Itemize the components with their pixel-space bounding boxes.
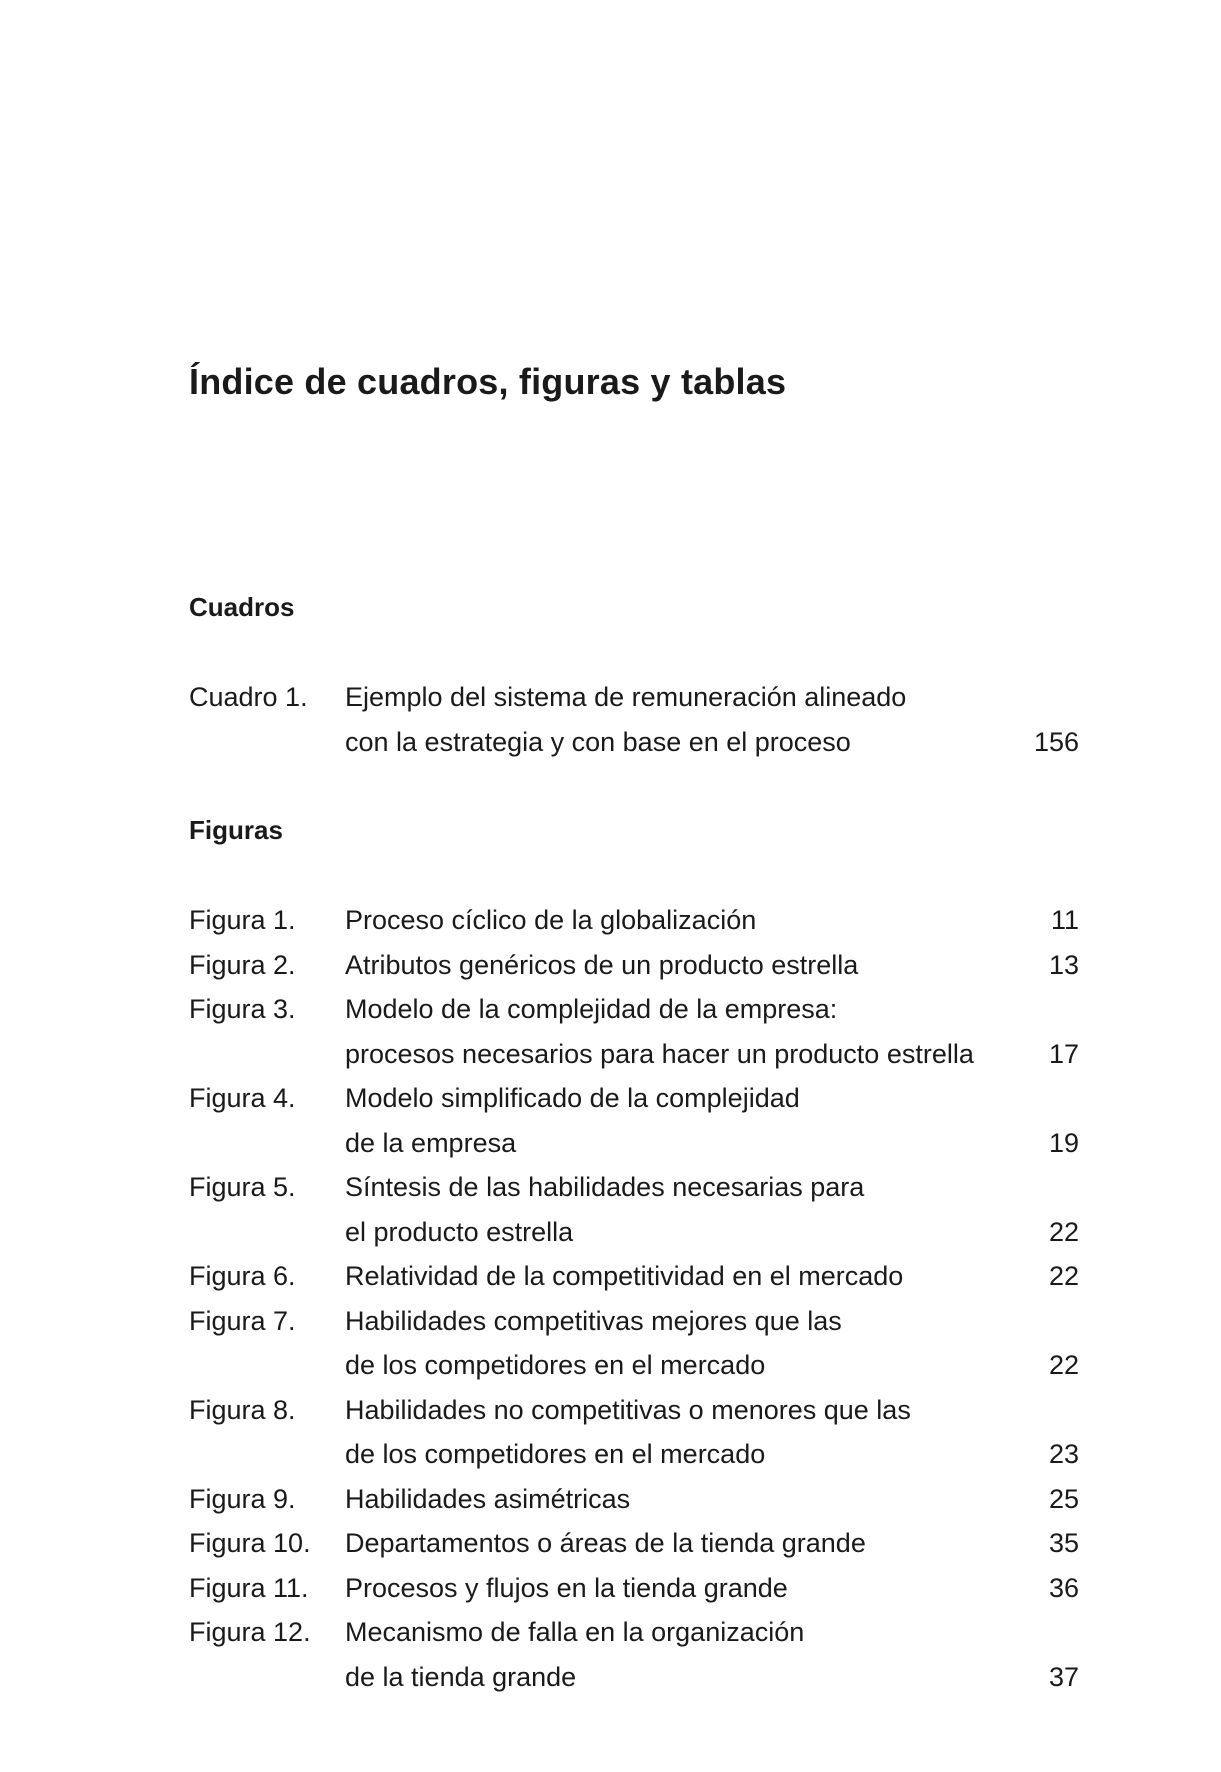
entry-title bbox=[345, 1254, 1019, 1299]
toc-entry bbox=[189, 943, 1079, 988]
entry-label: Figura 6. bbox=[189, 1261, 296, 1291]
entry-title-line: Ejemplo del sistema de remuneración alineado bbox=[345, 682, 907, 712]
entry-page-number: 23 bbox=[1048, 1439, 1079, 1469]
toc-entry bbox=[189, 898, 1079, 943]
entry-title-line: de la empresa bbox=[345, 1127, 517, 1158]
entry-title bbox=[345, 1477, 1019, 1522]
entry-title-line: Habilidades no competitivas o menores que las bbox=[345, 1394, 911, 1425]
entry-label: Figura 7. bbox=[189, 1305, 296, 1336]
entry-label: Figura 12. bbox=[189, 1617, 311, 1647]
entry-title-line: procesos necesarios para hacer un producto estrella bbox=[345, 1038, 974, 1069]
entry-page-number: 37 bbox=[1048, 1661, 1079, 1692]
entry-title bbox=[345, 1165, 1019, 1254]
entry-label: Figura 4. bbox=[189, 1083, 296, 1113]
entry-label: Figura 1. bbox=[189, 905, 296, 935]
entry-label: Figura 8. bbox=[189, 1394, 296, 1425]
entry-title-line: de los competidores en el mercado bbox=[345, 1439, 766, 1469]
toc-entry bbox=[189, 1521, 1079, 1566]
entry-title-line: de la tienda grande bbox=[345, 1661, 577, 1692]
toc-entry bbox=[189, 1299, 1079, 1388]
entry-title bbox=[345, 1521, 1019, 1566]
toc-entry bbox=[189, 675, 1079, 764]
entry-title-line: Habilidades asimétricas bbox=[345, 1483, 631, 1514]
entry-title-line: con la estrategia y con base en el proceso bbox=[345, 726, 851, 757]
entry-title bbox=[345, 1076, 1019, 1165]
entry-title-line: Relatividad de la competitividad en el mercado bbox=[345, 1261, 904, 1291]
entry-label: Figura 2. bbox=[189, 949, 296, 980]
toc-entry bbox=[189, 1165, 1079, 1254]
entry-title bbox=[345, 898, 1019, 943]
entry-title-line: Atributos genéricos de un producto estrella bbox=[345, 949, 859, 980]
entry-title bbox=[345, 1299, 1019, 1388]
figuras-list bbox=[189, 898, 1079, 1699]
entry-title-line: Mecanismo de falla en la organización bbox=[345, 1617, 805, 1647]
toc-entry bbox=[189, 1477, 1079, 1522]
entry-title bbox=[345, 1388, 1019, 1477]
entry-label: Figura 10. bbox=[189, 1528, 311, 1558]
toc-entry bbox=[189, 1076, 1079, 1165]
toc-entry bbox=[189, 1388, 1079, 1477]
entry-page-number: 11 bbox=[1050, 905, 1079, 935]
entry-title-line: de los competidores en el mercado bbox=[345, 1350, 766, 1380]
cuadros-list bbox=[189, 675, 1079, 764]
entry-title-line: Departamentos o áreas de la tienda grande bbox=[345, 1528, 866, 1558]
entry-title-line: Modelo de la complejidad de la empresa: bbox=[345, 994, 838, 1024]
entry-label: Cuadro 1. bbox=[189, 682, 308, 712]
toc-entry bbox=[189, 1610, 1079, 1699]
entry-label: Figura 5. bbox=[189, 1172, 296, 1202]
entry-title bbox=[345, 987, 1019, 1076]
entry-page-number: 156 bbox=[1033, 726, 1079, 757]
entry-page-number: 22 bbox=[1048, 1261, 1079, 1291]
entry-label: Figura 9. bbox=[189, 1483, 296, 1514]
entry-page-number: 17 bbox=[1048, 1038, 1079, 1069]
page-title: Índice de cuadros, figuras y tablas bbox=[189, 361, 787, 402]
entry-title-line: Procesos y flujos en la tienda grande bbox=[345, 1572, 788, 1603]
toc-entry bbox=[189, 987, 1079, 1076]
entry-title bbox=[345, 675, 1019, 764]
entry-title-line: Modelo simplificado de la complejidad bbox=[345, 1083, 800, 1113]
entry-page-number: 13 bbox=[1048, 949, 1079, 980]
entry-title-line: Proceso cíclico de la globalización bbox=[345, 905, 757, 935]
entry-page-number: 35 bbox=[1048, 1528, 1079, 1558]
toc-entry bbox=[189, 1566, 1079, 1611]
entry-page-number: 36 bbox=[1048, 1572, 1079, 1603]
section-heading-figuras: Figuras bbox=[189, 815, 283, 845]
entry-title bbox=[345, 1566, 1019, 1611]
entry-title bbox=[345, 943, 1019, 988]
entry-page-number: 22 bbox=[1048, 1216, 1079, 1247]
entry-page-number: 25 bbox=[1048, 1483, 1079, 1514]
entry-title bbox=[345, 1610, 1019, 1699]
section-heading-cuadros: Cuadros bbox=[189, 592, 295, 622]
entry-label: Figura 11. bbox=[189, 1572, 309, 1603]
entry-title-line: Síntesis de las habilidades necesarias para bbox=[345, 1172, 865, 1202]
entry-label: Figura 3. bbox=[189, 994, 296, 1024]
entry-title-line: el producto estrella bbox=[345, 1216, 574, 1247]
entry-page-number: 19 bbox=[1048, 1127, 1079, 1158]
entry-page-number: 22 bbox=[1048, 1350, 1079, 1380]
toc-entry bbox=[189, 1254, 1079, 1299]
entry-title-line: Habilidades competitivas mejores que las bbox=[345, 1305, 842, 1336]
